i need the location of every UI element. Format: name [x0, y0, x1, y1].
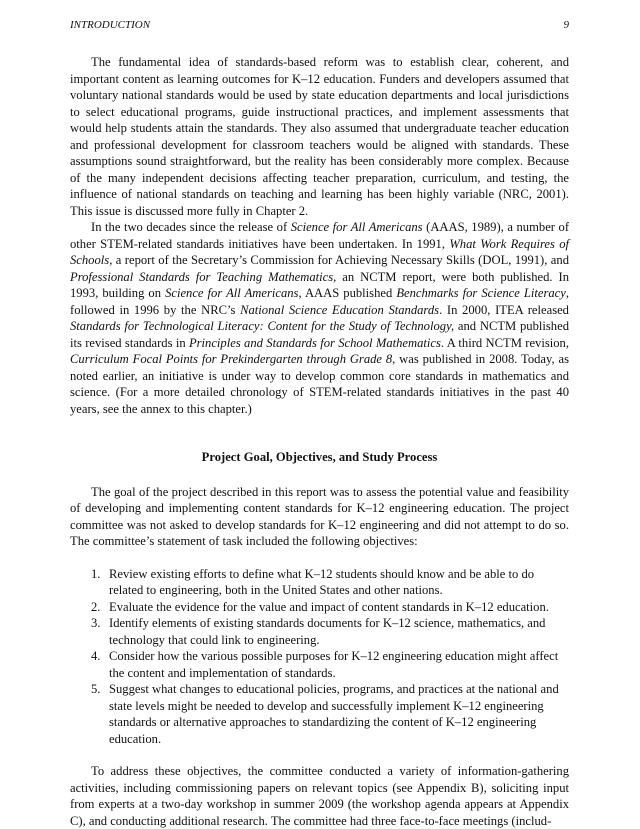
page-number: 9: [563, 19, 569, 31]
objective-number: 4.: [91, 649, 101, 663]
objective-item: [70, 615, 569, 648]
text-run: , was published in 2008. Today, as noted earlier, an initiative is under way to develop common core standards in mathematics and science. (For a more detailed chronology of STEM-related standards initiatives in the past 40 years, see the annex to this chapter.): [70, 352, 569, 416]
cited-title: Science for All Americans: [165, 286, 299, 300]
cited-title: Professional Standards for Teaching Mathematics: [70, 269, 334, 284]
objective-text: Review existing efforts to define what K–12 students should know and be able to do related to engineering, both in the United States and other nations.: [109, 566, 535, 597]
objective-number: 3.: [91, 616, 101, 630]
text-run: , an NCTM report, were both published. In 1993, building on: [70, 269, 569, 300]
cited-title: Curriculum Focal Points for Prekindergarten through Grade 8: [70, 352, 393, 366]
objective-number: 1.: [91, 566, 101, 581]
cited-title: Standards for Technological Literacy: Content for the Study of Technology,: [70, 319, 455, 333]
objective-item: [70, 566, 569, 599]
section-heading: Project Goal, Objectives, and Study Process: [201, 450, 438, 464]
objective-text: Suggest what changes to educational policies, programs, and practices at the national and state levels might be needed to develop and successfully implement K–12 engineering standards or alternative approaches to standardizing the content of K–12 engineering education.: [109, 682, 559, 746]
paragraph-project-goal: The goal of the project described in this report was to assess the potential value and feasibility of developing and implementing content standards for K–12 engineering education. The project committee was not asked to develop standards for K–12 engineering and did not attempt to do so. The committee’s statement of task included the following objectives:: [70, 484, 569, 548]
text-run: , AAAS published: [298, 286, 397, 300]
text-run: and NCTM published its revised standards in: [70, 319, 569, 350]
cited-title: Science for All Americans: [290, 220, 423, 234]
text-run: . A third NCTM revision,: [440, 335, 569, 350]
paragraph-study-process: To address these objectives, the committee conducted a variety of information-gathering activities, including commissioning papers on relevant topics (see Appendix B), soliciting input from experts at a two-day workshop in summer 2009 (the workshop agenda appears at Appendix C), and conducting additional research. The committee had three face-to-face meetings (includ-: [70, 764, 569, 828]
objective-item: [70, 599, 569, 616]
text-run: , a report of the Secretary’s Commission for Achieving Necessary Skills (DOL, 1991), and: [109, 253, 569, 267]
objective-number: 2.: [91, 599, 101, 614]
objective-text: Identify elements of existing standards documents for K–12 science, mathematics, and technology that could link to engineering.: [109, 616, 546, 647]
cited-title: What Work Requires of Schools: [70, 236, 570, 267]
paragraph-standards-reform: The fundamental idea of standards-based reform was to establish clear, coherent, and important content as learning outcomes for K–12 education. Funders and developers assumed that voluntary national standards would be used by state education departments and local jurisdictions to select educational programs, guide instructional practices, and implement assessments that would help students attain the standards. They also assumed that undergraduate teacher education and professional development for classroom teachers would be aligned with standards. These assumptions sound straightforward, but the reality has been considerably more complex. Because of the many independent decisions affecting teacher preparation, curriculum, and testing, the influence of national standards on teaching and learning has been highly variable (NRC, 2001). This issue is discussed more fully in Chapter 2.: [70, 55, 569, 218]
text-run: (AAAS, 1989), a number of other STEM-related standards initiatives have been undertaken. In 1991,: [70, 220, 570, 251]
text-run: . In 2000, ITEA released: [439, 302, 569, 317]
paragraph-standards-initiatives: [70, 219, 569, 417]
text-run: , followed in 1996 by the NRC’s: [70, 286, 569, 317]
cited-title: Principles and Standards for School Mathematics: [188, 335, 441, 350]
objective-number: 5.: [91, 682, 101, 696]
running-header: [70, 19, 569, 33]
cited-title: National Science Education Standards: [240, 302, 440, 317]
objectives-list: [70, 566, 569, 748]
text-run: In the two decades since the release of: [91, 220, 291, 234]
objective-text: Consider how the various possible purposes for K–12 engineering education might affect the content and implementation of standards.: [109, 649, 559, 680]
chapter-title: INTRODUCTION: [70, 19, 151, 31]
body-text: [70, 54, 569, 829]
objective-item: [70, 681, 569, 747]
cited-title: Benchmarks for Science Literacy: [396, 286, 566, 300]
objective-item: [70, 648, 569, 681]
objective-text: Evaluate the evidence for the value and impact of content standards in K–12 education.: [109, 599, 549, 614]
